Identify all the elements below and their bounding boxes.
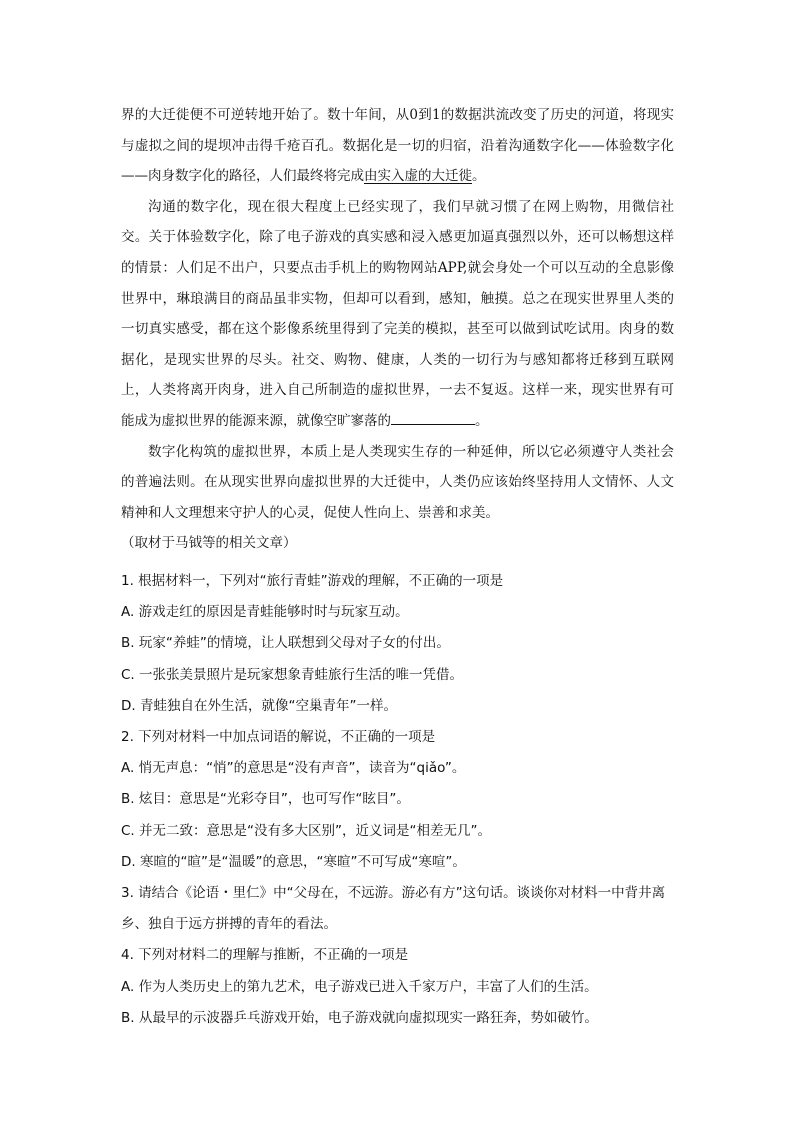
question-line: C. 一张张美景照片是玩家想象青蛙旅行生活的唯一凭借。: [121, 666, 464, 683]
passage-text: [121, 100, 674, 559]
question-line: 1. 根据材料一，下列对“旅行青蛙”游戏的理解，不正确的一项是: [121, 573, 504, 589]
question-line: A. 作为人类历史上的第九艺术，电子游戏已进入千家万户，丰富了人们的生活。: [121, 978, 598, 995]
paragraph-1-text: 界的大迁徙便不可逆转地开始了。数十年间，从0到1的数据洪流改变了历史的河道，将现实与虚拟之间的堤坝冲击得千疮百孔。数据化是一切的归宿，沿着沟通数字化——体验数字化——肉身数字化的路径，人们最终将完成: [121, 107, 674, 185]
paragraph-2: [121, 192, 674, 437]
question-line: 4. 下列对材料二的理解与推断，不正确的一项是: [121, 947, 409, 964]
paragraph-1: [121, 100, 674, 192]
question-list: [121, 566, 681, 1034]
source-citation: （取材于马钺等的相关文章）: [121, 535, 297, 552]
paragraph-2-text: 沟通的数字化，现在很大程度上已经实现了，我们早就习惯了在网上购物，用微信社交。关于体验数字化，除了电子游戏的真实感和浸入感更加逼真强烈以外，还可以畅想这样的情景：人们足不出户，只要点击手机上的购物网站APP,就会身处一个可以互动的全息影像世界中，琳琅满目的商品虽非实物，但却可以看到，感知，触摸。总之在现实世界里人类的一切真实感受，都在这个影像系统里得到了完美的模拟，甚至可以做到试吃试用。肉身的数据化，是现实世界的尽头。社交、购物、健康，人类的一切行为与感知都将迁移到互联网上，人类将离开肉身，进入自己所制造的虚拟世界，一去不复返。这样一来，现实世界有可能成为虚拟世界的能源来源，就像空旷寥落的: [121, 198, 674, 429]
question-line: 2. 下列对材料一中加点词语的解说，不正确的一项是: [121, 729, 436, 746]
question-line: A. 游戏走红的原因是青蛙能够时时与玩家互动。: [121, 604, 409, 621]
question-line: C. 并无二致：意思是“没有多大区别”，近义词是“相差无几”。: [121, 822, 491, 839]
paragraph-2-end: 。: [475, 412, 489, 429]
question-line: B. 炫目：意思是“光彩夺目”，也可写作“眩目”。: [121, 791, 410, 808]
question-line: 3. 请结合《论语・里仁》中“父母在，不远游。游必有方”这句话。谈谈你对材料一中背井离乡、独自于远方拼搏的青年的看法。: [121, 885, 666, 933]
question-line: B. 玩家“养蛙”的情境，让人联想到父母对子女的付出。: [121, 635, 450, 652]
paragraph-1-end: 。: [472, 168, 486, 185]
question-line: A. 悄无声息：“悄”的意思是“没有声音”，读音为“qiǎo”。: [121, 760, 466, 777]
paragraph-3: 数字化构筑的虚拟世界，本质上是人类现实生存的一种延伸，所以它必须遵守人类社会的普遍法则。在从现实世界向虚拟世界的大迁徙中，人类仍应该始终坚持用人文情怀、人文精神和人文理想来守护人的心灵，促使人性向上、崇善和求美。: [121, 443, 674, 521]
question-line: D. 寒暄的“暄”是“温暖”的意思，“寒暄”不可写成“寒喧”。: [121, 853, 466, 870]
fill-blank: [391, 410, 475, 425]
underlined-phrase: 由实入虚的大迁徙: [364, 168, 472, 185]
question-line: B. 从最早的示波器乒乓游戏开始，电子游戏就向虚拟现实一路狂奔，势如破竹。: [121, 1009, 598, 1026]
question-line: D. 青蛙独自在外生活，就像“空巢青年”一样。: [121, 697, 397, 714]
